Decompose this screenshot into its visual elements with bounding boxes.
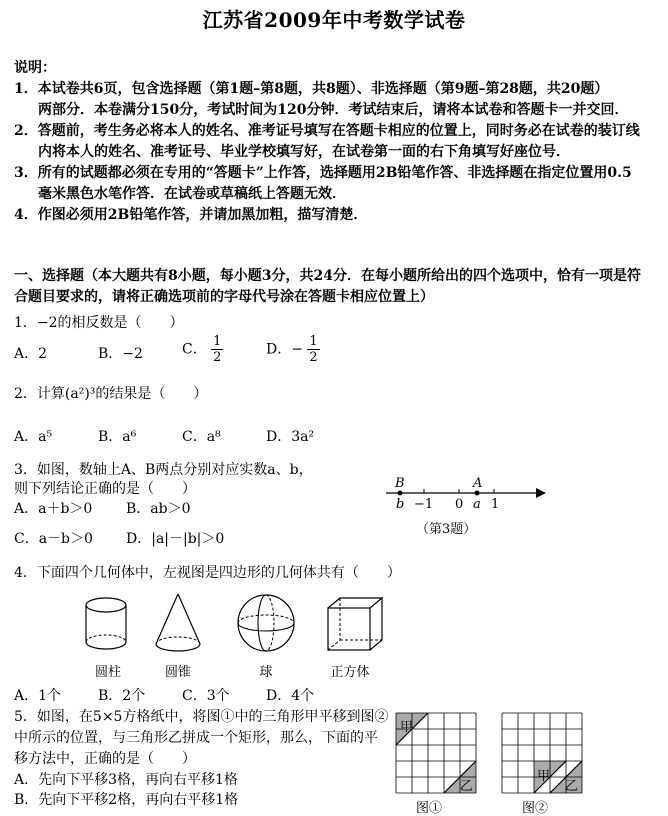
sphere-figure [234,594,298,654]
figure-3-caption: （第3题） [416,522,477,537]
label-cone: 圆锥 [164,665,191,680]
q2-option-d: D．3a² [266,429,315,445]
q3-stem-line1: 3．如图，数轴上A、B两点分别对应实数a、b， [14,462,313,478]
caption-fig1: 图① [416,801,443,816]
instruction-3-line1: 3．所有的试题都必须在专用的“答题卡”上作答，选择题用2B铅笔作答、非选择题在指定位置用0.5 [14,165,632,181]
instruction-1-line2: 两部分．本卷满分150分，考试时间为120分钟．考试结束后，请将本试卷和答题卡一并交回． [38,102,629,118]
q3-option-a: A．a＋b＞0 [14,501,93,517]
label-cylinder: 圆柱 [94,665,121,680]
instruction-1-line1: 1．本试卷共6页，包含选择题（第1题–第8题，共8题）、非选择题（第9题–第28题，共20题） [14,81,609,97]
q4-option-b: B．2个 [98,688,146,704]
q3-option-c: C．a－b＞0 [14,531,93,547]
instruction-2-line1: 2．答题前，考生务必将本人的姓名、准考证号填写在答题卡相应的位置上，同时务必在试卷的装订线 [14,123,640,139]
q1-stem: 1．−2的相反数是（ ） [14,315,184,331]
label-one: 1 [491,497,500,512]
point-a [475,491,480,496]
label-yi-fig2: 乙 [565,779,579,794]
caption-fig2: 图② [522,801,549,816]
q1-option-b: B．−2 [98,346,143,362]
q5-stem-line3: 移方法中，正确的是（ ） [14,751,196,767]
instructions-heading: 说明： [14,60,56,76]
label-jia-fig1: 甲 [400,720,414,735]
section1-heading-line1: 一、选择题（本大题共有8小题，每小题3分，共24分．在每小题所给出的四个选项中，恰有一项是符 [14,268,641,284]
q3-option-d: D．|a|－|b|＞0 [126,531,225,547]
q5-stem-line2: 中所示的位置，与三角形乙拼成一个矩形，那么，下面的平 [14,730,378,746]
q4-option-c: C．3个 [182,688,230,704]
q2-stem: 2．计算(a²)³的结果是（ ） [14,386,208,402]
q1-option-d: D．− $\frac{1}{2}$ [266,334,318,365]
q2-option-a: A．a⁵ [14,429,53,445]
label-minus1: −1 [414,497,434,512]
q4-option-d: D．4个 [266,688,315,704]
q2-option-b: B．a⁶ [98,429,137,445]
q5-option-a: A．先向下平移3格，再向右平移1格 [14,772,238,788]
label-b: b [396,497,405,512]
section1-heading-line2: 合题目要求的，请将正确选项前的字母代号涂在答题卡相应位置上） [14,289,434,305]
instruction-3-line2: 毫米黑色水笔作答．在试卷或草稿纸上答题无效． [38,186,346,202]
instruction-4: 4．作图必须用2B铅笔作答，并请加黑加粗，描写清楚． [14,207,368,223]
q1-option-a: A．2 [14,346,48,362]
label-jia-fig2: 甲 [537,769,551,784]
q3-option-b: B．ab＞0 [126,501,191,517]
fraction-one-half: $\frac{1}{2}$ [309,334,318,365]
label-sphere: 球 [259,665,273,680]
instruction-2-line2: 内将本人的姓名、准考证号、毕业学校填写好，在试卷第一面的右下角填写好座位号． [38,144,570,160]
cylinder-figure [80,594,140,654]
q4-stem: 4．下面四个几何体中，左视图是四边形的几何体共有（ ） [14,565,401,581]
label-zero: 0 [455,497,464,512]
number-line-figure [380,478,550,518]
point-b [398,491,403,496]
q4-option-a: A．1个 [14,688,62,704]
q5-stem-line1: 5．如图，在5×5方格纸中，将图①中的三角形甲平移到图② [14,709,389,725]
label-point-b: B [395,476,405,491]
label-a: a [473,497,481,512]
axis-arrow-icon [536,488,546,498]
label-point-a: A [473,476,483,491]
q5-option-b: B．先向下平移2格，再向右平移1格 [14,792,239,808]
fraction-one-half: $\frac{1}{2}$ [213,334,222,365]
q2-option-c: C．a⁸ [182,429,221,445]
cube-figure [326,596,386,656]
label-yi-fig1: 乙 [460,779,474,794]
cone-figure [150,592,210,656]
page-title: 江苏省2009年中考数学试卷 [202,8,466,32]
q3-stem-line2: 则下列结论正确的是（ ） [14,481,196,497]
label-cube: 正方体 [330,665,370,680]
q1-option-c: C． $\frac{1}{2}$ [182,334,222,365]
